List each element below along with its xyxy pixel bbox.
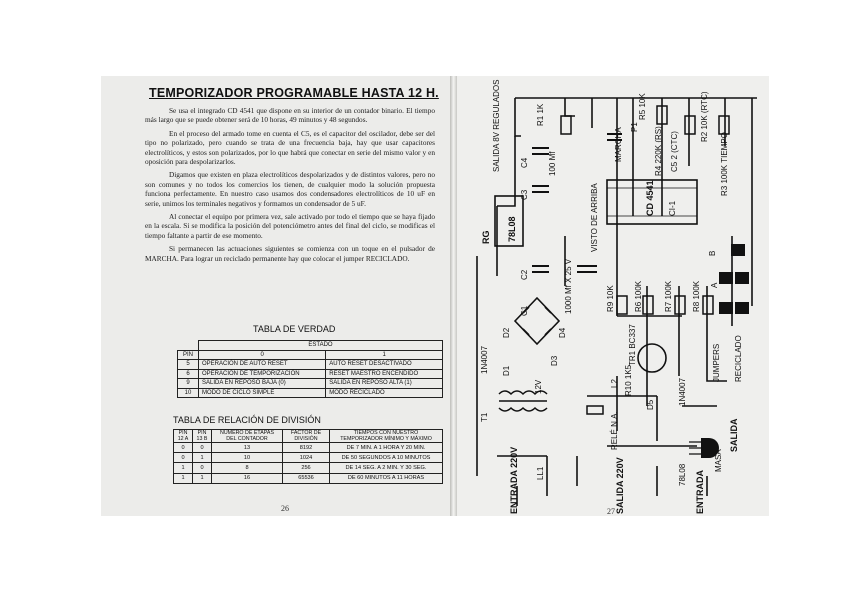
label-r4: R4 220K (RS) (654, 126, 663, 176)
label-c1-value: 1000 Mf X 25 V (564, 258, 573, 314)
label-ll1: LL1 (536, 466, 545, 480)
table-row (174, 463, 443, 473)
label-c4-value: 100 Mf (548, 151, 557, 176)
label-r3: R3 100K TIEMPO (720, 132, 729, 196)
table-cell: SALIDA EN REPOSO BAJA (0) (199, 379, 326, 389)
label-r5: R5 10K (638, 93, 647, 120)
table-cell: 0 (193, 463, 212, 473)
division-header-pin12: PIN 12 A (174, 430, 193, 443)
table-row (174, 453, 443, 463)
table-cell: DE 14 SEG. A 2 MIN. Y 30 SEG. (330, 463, 443, 473)
table-cell: 5 (178, 360, 199, 370)
table-cell: OPERACIÓN DE AUTO RESET (199, 360, 326, 370)
division-header-factor: FACTOR DE DIVISIÓN (283, 430, 330, 443)
page-number-left: 26 (281, 504, 289, 513)
page-number-right: 27 (607, 507, 615, 516)
truth-table-col-1: 1 (326, 350, 443, 360)
left-page (101, 76, 450, 516)
label-d4: D4 (558, 327, 567, 338)
body-text (145, 106, 435, 267)
book-gutter (450, 76, 457, 516)
label-visto-arriba: VISTO DE ARRIBA (590, 183, 599, 252)
label-diode-d5: 1N4007 (678, 377, 687, 406)
label-r2: R2 10K (RTC) (700, 91, 709, 142)
label-jumpers: JUMPERS (712, 343, 721, 382)
jumper-pads (719, 244, 749, 314)
paragraph-2: En el proceso del armado tome en cuenta el C5, es el capacitor del oscilador, debe ser del tipo no polarizado, pero cuando se trata de una frecuencia baja, hay que usar capacitores electrolíticos, y estos son polarizados, por lo que habrá que conectar en serie del mismo valor y en oposición para despolarizarlos. (145, 128, 435, 167)
label-salida-regulada: SALIDA 8V REGULADOS (492, 79, 501, 172)
label-entrada-220v: ENTRADA 220V (509, 446, 519, 514)
capacitors (532, 134, 622, 272)
table-cell: MODO RECICLADO (326, 388, 443, 398)
division-header-stages: NÚMERO DE ETAPAS DEL CONTADOR (212, 430, 283, 443)
label-rele: RELÉ N.A. (610, 411, 619, 450)
division-table-title: TABLA DE RELACIÓN DE DIVISIÓN (173, 415, 321, 425)
label-jumper-b: B (708, 250, 717, 256)
label-d2: D2 (502, 327, 511, 338)
label-salida-220v: SALIDA 220V (615, 457, 625, 514)
label-r6: R6 100K (634, 280, 643, 312)
truth-table-col-0: 0 (199, 350, 326, 360)
table-cell: 8192 (283, 443, 330, 453)
label-c1: C1 (520, 305, 529, 316)
table-cell: 0 (174, 443, 193, 453)
paragraph-5: Si permanecen las actuaciones siguientes se comienza con un toque en el pulsador de MARCHA. Para lograr un reciclado permanente hay que colocar el jumper RECICLADO. (145, 244, 435, 263)
label-reciclado: RECICLADO (734, 335, 743, 382)
table-row (178, 388, 443, 398)
table-cell: DE 60 MINUTOS A 11 HORAS (330, 473, 443, 483)
table-cell: 9 (178, 379, 199, 389)
label-p1: P1 (630, 122, 639, 132)
label-diode-bridge: 1N4007 (480, 345, 489, 374)
table-row (178, 379, 443, 389)
table-cell: 10 (212, 453, 283, 463)
label-r1: R1 1K (536, 103, 545, 126)
label-regulator: 78L08 (507, 216, 517, 242)
table-cell: DE 7 MIN. A 1 HORA Y 20 MIN. (330, 443, 443, 453)
bridge-rectifier (515, 298, 559, 344)
label-l2: L2 (610, 379, 619, 388)
label-entrada: ENTRADA (695, 470, 705, 514)
right-page (457, 76, 769, 516)
label-marcha: MARCHA (614, 127, 623, 162)
truth-table (177, 340, 443, 398)
paragraph-3: Digamos que existen en plaza electrolíticos despolarizados y de distintos valores, pero no son comunes y no todos los comercios los tienen, de cualquier modo la solución propuesta funciona perfectamente. En nuestro caso usamos dos condensadores electrolíticos de 10 uF en serie, unimos los terminales negativos y formamos un condensador de 5 uF. (145, 170, 435, 208)
label-t1: T1 (480, 412, 489, 422)
table-cell: 1 (174, 473, 193, 483)
table-cell: AUTO RESET DESACTIVADO (326, 360, 443, 370)
label-masa: MASA (714, 449, 723, 472)
table-cell: OPERACIÓN DE TEMPORIZACIÓN (199, 369, 326, 379)
table-cell: RESET MAESTRO ENCENDIDO (326, 369, 443, 379)
label-r10: R10 1K5 (624, 364, 633, 396)
table-cell: SALIDA EN REPOSO ALTA (1) (326, 379, 443, 389)
table-cell: MODO DE CICLO SIMPLE (199, 388, 326, 398)
table-cell: 256 (283, 463, 330, 473)
label-salida: SALIDA (729, 418, 739, 452)
schematic-diagram (457, 76, 769, 516)
table-row (174, 443, 443, 453)
label-r9: R9 10K (606, 285, 615, 312)
truth-table-col-pin: PIN (178, 350, 199, 360)
table-cell: 65536 (283, 473, 330, 483)
label-d1: D1 (502, 365, 511, 376)
table-cell: 0 (174, 453, 193, 463)
division-header-pin13: PIN 13 B (193, 430, 212, 443)
table-cell: 1 (193, 453, 212, 463)
label-c2: C2 (520, 269, 529, 280)
truth-table-title: TABLA DE VERDAD (253, 324, 336, 334)
label-ci1: CI-1 (668, 200, 677, 216)
table-cell: 6 (178, 369, 199, 379)
label-d3: D3 (550, 355, 559, 366)
table-row (178, 360, 443, 370)
table-cell: 0 (193, 443, 212, 453)
label-d5: D5 (646, 399, 655, 410)
resistors (561, 106, 729, 414)
division-table (173, 429, 443, 484)
paragraph-1: Se usa el integrado CD 4541 que dispone en su interior de un contador binario. El tiempo más largo que se puede obtener será de 10 horas, 49 minutos y 48 segundos. (145, 106, 435, 125)
table-cell: 16 (212, 473, 283, 483)
division-header-times: TIEMPOS CON NUESTRO TEMPORIZADOR MÍNIMO Y MÁXIMO (330, 430, 443, 443)
table-row (174, 473, 443, 483)
paragraph-4: Al conectar el equipo por primera vez, sale activado por todo el tiempo que se haya fijado en la escala. Si se modifica la posición del potenciómetro antes del final del ciclo, se modificas el tiempo faltante a partir de ese momento. (145, 212, 435, 240)
table-cell: DE 50 SEGUNDOS A 10 MINUTOS (330, 453, 443, 463)
label-jumper-a: A (710, 282, 719, 288)
label-r8: R8 100K (692, 280, 701, 312)
table-cell: 1 (174, 463, 193, 473)
label-c3: C3 (520, 189, 529, 200)
label-regulator-pinout: 78L08 (678, 463, 687, 486)
page-title: TEMPORIZADOR PROGRAMABLE HASTA 12 H. (149, 86, 439, 100)
table-row (178, 369, 443, 379)
table-cell: 13 (212, 443, 283, 453)
transistor (638, 344, 666, 372)
table-cell: 1024 (283, 453, 330, 463)
label-c5: C5 2 (CTC) (670, 131, 679, 172)
table-cell: 8 (212, 463, 283, 473)
label-12v: 12V (534, 379, 543, 394)
label-tr1: TR1 BC337 (628, 324, 637, 366)
table-cell: 1 (193, 473, 212, 483)
label-r7: R7 100K (664, 280, 673, 312)
table-cell: 10 (178, 388, 199, 398)
label-ic: CD 4541 (645, 180, 655, 216)
label-c4: C4 (520, 157, 529, 168)
truth-table-group-header: ESTADO (199, 341, 443, 351)
label-rg: RG (481, 230, 491, 244)
